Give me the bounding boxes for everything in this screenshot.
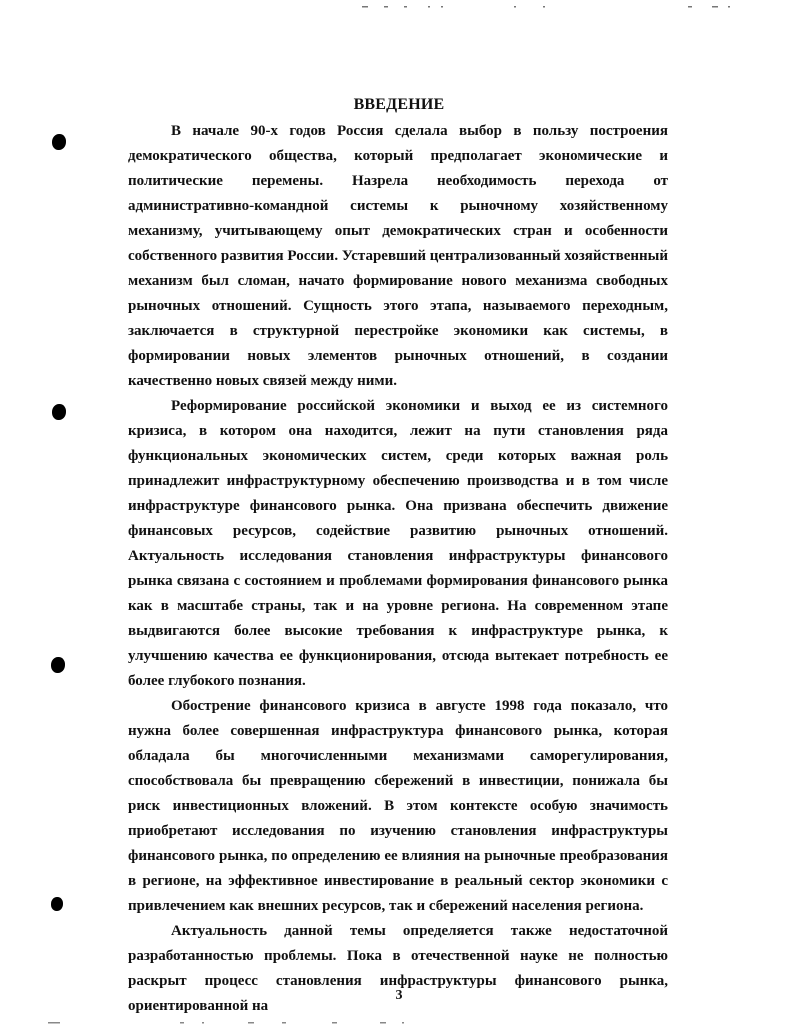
paragraph-1: В начале 90-х годов Россия сделала выбор в пользу построения демократического общества, который предполагает экономические и политические перемены. Назрела необходимость перехода от административно-командной системы к рыночному хозяйственному механизму, учитывающему опыт демократических стран и особенности собственного развития России. Устаревший централизованный хозяйственный механизм был сломан, начато формирование нового механизма свободных рыночных отношений. Сущность этого этапа, называемого переходным, заключается в структурной перестройке экономики как системы, в формировании новых элементов рыночных отношений, в создании качественно новых связей между ними.: [128, 123, 668, 389]
paragraph-4: Актуальность данной темы определяется также недостаточной разработанностью проблемы. Пока в отечественной науке не полностью раскрыт процесс становления инфраструктуры финансового рынка, ориентированной на: [128, 923, 668, 1014]
paragraph-2: Реформирование российской экономики и выход ее из системного кризиса, в котором она находится, лежит на пути становления ряда функциональных экономических систем, среди которых важная роль принадлежит инфраструктурному обеспечению производства и в том числе инфраструктуре финансового рынка. Она призвана обеспечить движение финансовых ресурсов, содействие развитию рыночных отношений. Актуальность исследования становления инфраструктуры финансового рынка связана с состоянием и проблемами формирования финансового рынка как в масштабе страны, так и на уровне региона. На современном этапе выдвигаются более высокие требования к инфраструктуре рынка, к улучшению качества ее функционирования, отсюда вытекает потребность ее более глубокого познания.: [128, 398, 668, 689]
binding-hole-1: [52, 134, 66, 150]
binding-hole-4: [51, 897, 63, 911]
scan-artifacts-bottom: [0, 1018, 798, 1028]
binding-hole-2: [52, 404, 66, 420]
binding-hole-3: [51, 657, 65, 673]
page-title: ВВЕДЕНИЕ: [353, 96, 445, 113]
scan-artifacts-top: [0, 2, 798, 12]
page-number: 3: [395, 988, 403, 1003]
body-text: [128, 119, 668, 1019]
paragraph-3: Обострение финансового кризиса в августе 1998 года показало, что нужна более совершенная инфраструктура финансового рынка, которая обладала бы многочисленными механизмами саморегулирования, способствовала бы превращению сбережений в инвестиции, понижала бы риск инвестиционных вложений. В этом контексте особую значимость приобретают исследования по изучению становления инфраструктуры финансового рынка, по определению ее влияния на рыночные преобразования в регионе, на эффективное инвестирование в реальный сектор экономики с привлечением как внешних ресурсов, так и сбережений населения региона.: [128, 698, 668, 914]
